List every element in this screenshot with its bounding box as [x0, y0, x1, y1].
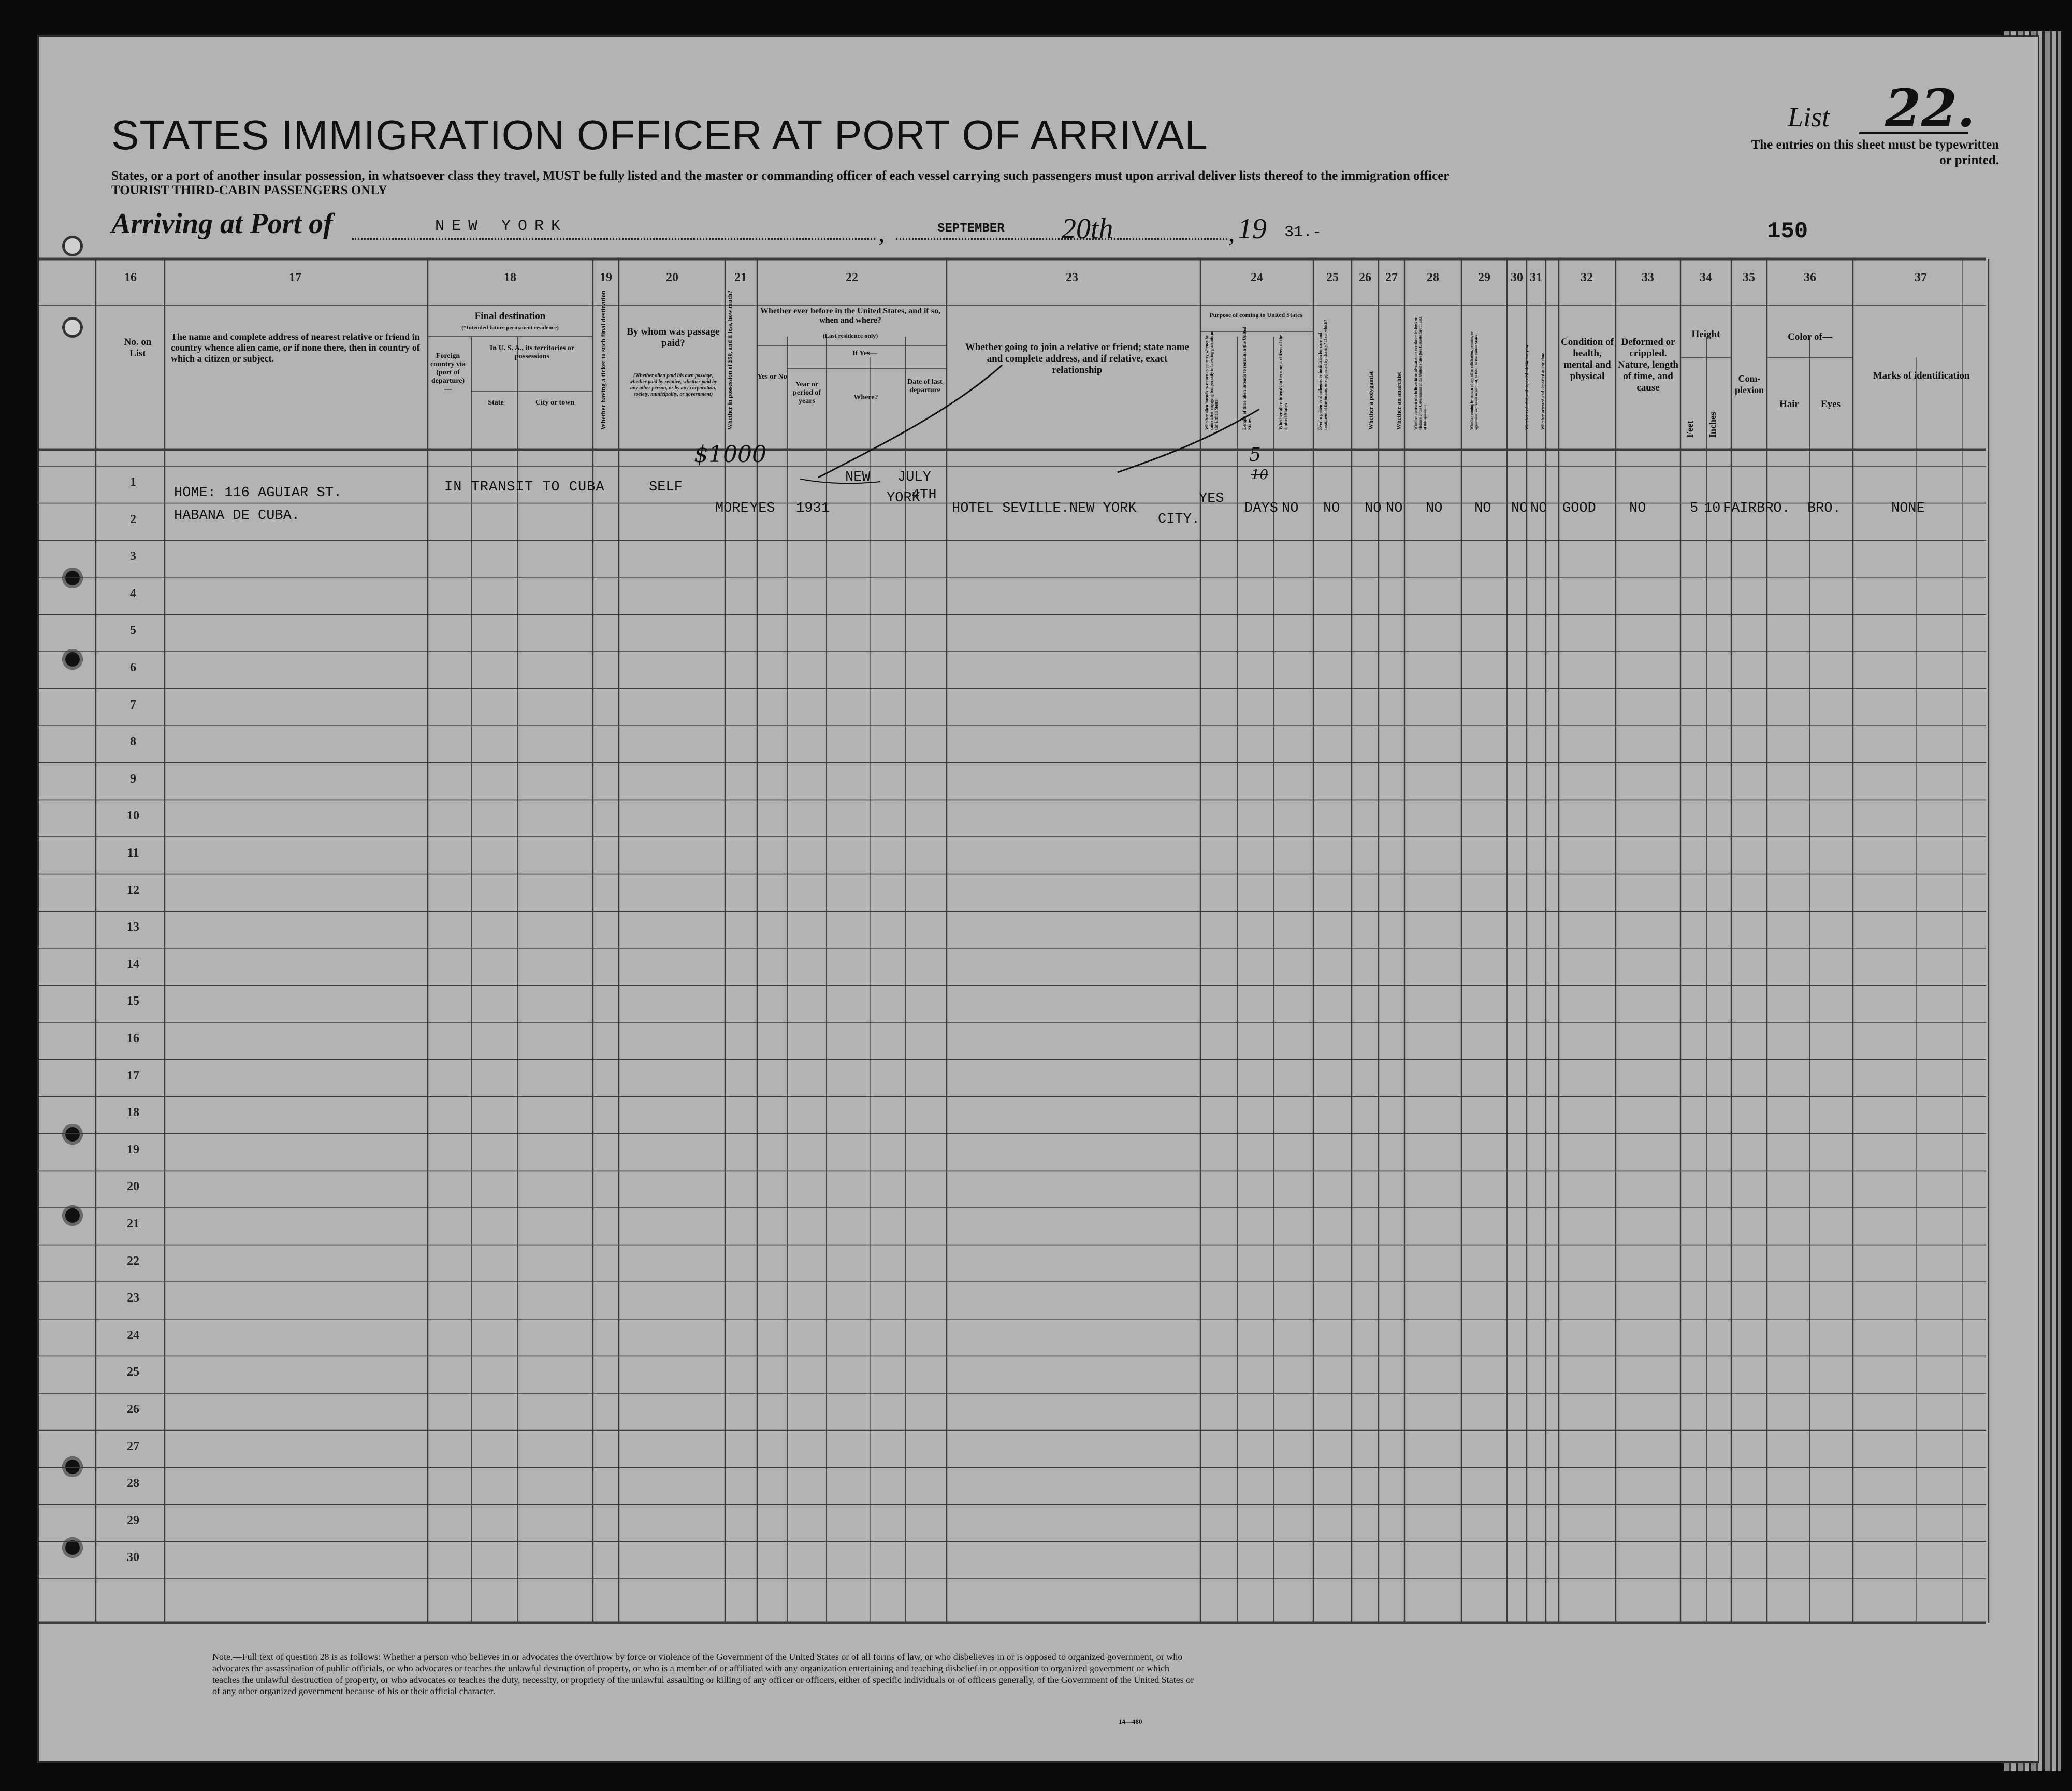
header-foreign-country: Foreign country via (port of departure)—: [430, 352, 466, 393]
header-nearest-relative: The name and complete address of nearest relative or friend in country whence alien came, or if none there, then in country of which a citizen or subject.: [171, 331, 420, 364]
final-destination: IN TRANSIT TO CUBA: [444, 480, 605, 495]
port-value: NEW YORK: [435, 218, 568, 235]
header-overthrow: Whether a person who believes in or advocates the overthrow by force or violence of the Government of the United States (See footnote for full text of this question): [1414, 316, 1427, 430]
overthrow-value: NO: [1426, 501, 1443, 516]
column-number: 30: [1511, 271, 1523, 284]
header-inches: Inches: [1707, 411, 1718, 438]
header-where: Where?: [853, 394, 878, 401]
header-polygamist: Whether a polygamist: [1367, 371, 1374, 430]
header-ticket: Whether having a ticket to such final destination: [599, 290, 607, 430]
column-number: 34: [1700, 271, 1712, 284]
column-number: 27: [1385, 271, 1398, 284]
year-prefix: 19: [1238, 213, 1267, 245]
length-typed: DAYS: [1244, 501, 1278, 516]
column-number: 31: [1530, 271, 1542, 284]
binder-hole: [62, 1456, 83, 1477]
year-value: 1931: [796, 501, 830, 516]
row-number: 17: [127, 1068, 139, 1082]
header-money: Whether in possession of $50, and if less, how much?: [726, 290, 733, 430]
instruction-line: States, or a port of another insular possession, in whatsoever class they travel, MUST be fully listed and the master or commanding officer of each vessel carrying such passengers must upon arrival deliver lists thereof to the immigration officer: [111, 169, 1450, 183]
length-handwritten-struck: 10: [1251, 467, 1269, 483]
row-number: 12: [127, 883, 139, 897]
page-title: STATES IMMIGRATION OFFICER AT PORT OF ARRIVAL: [111, 112, 1208, 158]
header-year-period: Year or period of years: [792, 381, 821, 405]
row-number: 3: [130, 550, 136, 564]
column-number: 16: [124, 271, 137, 284]
citizen-value: NO: [1282, 501, 1299, 516]
date-line-2: 4TH: [911, 487, 937, 503]
row-number: 22: [127, 1254, 139, 1268]
header-purpose-length: Length of time alien intends to remain in the United States: [1242, 326, 1252, 430]
header-excluded: Whether excluded and deported within one year: [1525, 344, 1529, 430]
date-line-1: JULY: [897, 470, 931, 485]
header-purpose: Purpose of coming to United States: [1209, 311, 1302, 319]
offer-value: NO: [1474, 501, 1491, 516]
row-number: 13: [127, 920, 139, 934]
row-number: 28: [127, 1477, 139, 1491]
row-number: 4: [130, 586, 136, 600]
column-number: 21: [734, 271, 747, 284]
header-complexion: Complexion: [1734, 373, 1764, 395]
joining-relative-line-2: CITY.: [1158, 512, 1200, 527]
complexion-value: FAIR: [1723, 501, 1757, 516]
class-line: TOURIST THIRD-CABIN PASSENGERS ONLY: [111, 183, 387, 197]
binder-hole: [62, 236, 83, 256]
header-ever-before: Whether ever before in the United States, and if so, when and where?: [760, 307, 940, 325]
header-eyes: Eyes: [1821, 399, 1841, 410]
binder-hole: [62, 649, 83, 670]
column-number: 25: [1326, 271, 1339, 284]
purpose-return: YES: [1199, 491, 1224, 507]
footnote: Note.—Full text of question 28 is as follows: Whether a person who believes in or advocates the overthrow by force or violence of the Government of the United States or of all forms of law, or who disbelieves in or is opposed to organized government, or who advocates the assassination of public officials, or who advocates or teaches the unlawful destruction of property, or who is a member of or affiliated with any organization entertaining and teaching disbelief in or opposition to organized government or which teaches the unlawful destruction of property, or who advocates or teaches the duty, necessity, or propriety of the unlawful assaulting or killing of any officer or officers, either of specific individuals or of officers generally, of the Government of the United States or of any other organized government because of his or their official character.: [212, 1652, 1194, 1696]
excluded-value: NO: [1511, 501, 1528, 516]
column-number: 17: [289, 271, 301, 284]
column-number: 32: [1581, 271, 1593, 284]
column-number: 18: [504, 271, 516, 284]
row-number: 21: [127, 1217, 139, 1231]
row-number: 27: [127, 1439, 139, 1453]
column-number: 29: [1478, 271, 1490, 284]
address-line-1: HOME: 116 AGUIAR ST.: [174, 485, 342, 501]
header-hair: Hair: [1779, 399, 1799, 410]
manifest-sheet: [37, 35, 2039, 1763]
header-if-yes: If Yes—: [852, 350, 877, 357]
binder-hole: [62, 1537, 83, 1558]
entries-note: The entries on this sheet must be typewritten or printed.: [1751, 138, 1999, 167]
row-number: 10: [127, 809, 139, 823]
row-number: 15: [127, 994, 139, 1008]
column-number: 36: [1804, 271, 1816, 284]
header-arrested: Whether arrested and deported at any time: [1541, 353, 1545, 430]
header-joining-relative: Whether going to join a relative or friend; state name and complete address, and if relative, exact relationship: [965, 342, 1190, 375]
header-feet: Feet: [1685, 421, 1695, 438]
column-number: 33: [1642, 271, 1654, 284]
header-anarchist: Whether an anarchist: [1395, 372, 1402, 430]
height-feet: 5: [1690, 501, 1699, 516]
row-number: 20: [127, 1180, 139, 1194]
binder-hole: [62, 568, 83, 588]
polygamist-value: NO: [1365, 501, 1382, 516]
joining-relative: HOTEL SEVILLE.NEW YORK: [952, 501, 1137, 516]
row-number: 18: [127, 1106, 139, 1120]
row-number: 26: [127, 1403, 139, 1416]
prison-value: NO: [1323, 501, 1340, 516]
column-number: 37: [1915, 271, 1927, 284]
row-number: 14: [127, 957, 139, 971]
money-handwritten: $1000: [694, 441, 766, 468]
column-number: 24: [1251, 271, 1263, 284]
column-number: 20: [666, 271, 678, 284]
column-number: 28: [1427, 271, 1439, 284]
header-final-destination: Final destination: [474, 311, 546, 322]
eyes-value: BRO.: [1807, 501, 1841, 516]
binder-hole: [62, 1205, 83, 1226]
hair-value: BRO.: [1757, 501, 1790, 516]
address-line-2: HABANA DE CUBA.: [174, 508, 300, 524]
year-suffix: 31.-: [1284, 224, 1322, 241]
column-number: 19: [600, 271, 612, 284]
height-inches: 10: [1704, 501, 1721, 516]
header-city: City or town: [535, 399, 575, 407]
header-yes-or-no: Yes or No: [757, 373, 787, 381]
where-line-2: YORK: [887, 490, 920, 506]
deformed-value: NO: [1629, 501, 1646, 516]
header-in-usa: In U. S. A., its territories or possessions: [489, 344, 575, 360]
arriving-label: Arriving at Port of: [111, 208, 333, 240]
header-purpose-return: Whether alien intends to return to country whence he came after engaging temporarily in laboring pursuits in the United States: [1205, 331, 1219, 430]
arrested-value: NO: [1530, 501, 1547, 516]
row-number: 9: [130, 772, 136, 786]
row-number: 11: [127, 846, 139, 860]
month-value: SEPTEMBER: [937, 222, 1005, 236]
marks-value: NONE: [1891, 501, 1925, 516]
column-number: 26: [1359, 271, 1371, 284]
sheet-number: 150: [1767, 219, 1808, 244]
day-value: 20th: [1062, 213, 1113, 245]
row-number: 2: [130, 512, 136, 526]
header-purpose-citizen: Whether alien intends to become a citizen of the United States: [1278, 335, 1288, 430]
comma: ,: [1228, 218, 1235, 247]
row-number: 1: [130, 475, 136, 489]
header-no-on-list: No. on List: [124, 337, 152, 359]
row-number: 19: [127, 1143, 139, 1157]
header-health: Condition of health, mental and physical: [1561, 337, 1614, 382]
header-date-last-departure: Date of last departure: [907, 378, 943, 394]
list-underline: [1859, 132, 1968, 134]
binder-hole: [62, 317, 83, 338]
row-number: 30: [127, 1551, 139, 1565]
column-number: 23: [1066, 271, 1078, 284]
passage-paid-by: SELF: [649, 480, 683, 495]
row-number: 23: [127, 1291, 139, 1305]
header-final-destination-sub: (*Intended future permanent residence): [461, 325, 559, 331]
ever-before-value: YES: [750, 501, 775, 516]
list-number: 22.: [1885, 78, 1975, 139]
where-line-1: NEW: [845, 470, 871, 485]
row-number: 8: [130, 735, 136, 749]
length-handwritten: 5: [1249, 444, 1261, 466]
column-number: 22: [846, 271, 858, 284]
header-height: Height: [1691, 329, 1720, 340]
money-value: MORE: [715, 501, 749, 516]
row-number: 25: [127, 1365, 139, 1379]
row-number: 24: [127, 1328, 139, 1342]
header-prison: Ever in prison or almshouse, or institution for care and treatment of the insane, or supported by charity? If so, which?: [1318, 319, 1328, 430]
form-number: 14—480: [1119, 1717, 1142, 1725]
anarchist-value: NO: [1386, 501, 1403, 516]
row-number: 5: [130, 624, 136, 638]
header-marks: Marks of identification: [1873, 370, 1970, 381]
port-dotline: [352, 238, 875, 240]
header-passage-paid: By whom was passage paid?: [627, 326, 720, 349]
row-number: 16: [127, 1032, 139, 1045]
list-label: List: [1788, 102, 1830, 133]
header-last-residence: (Last residence only): [822, 332, 878, 339]
header-passage-paid-note: (Whether alien paid his own passage, whether paid by relative, whether paid by any other person, or by any corporation, society, municipality, or government): [629, 373, 717, 397]
header-color-of: Color of—: [1788, 331, 1832, 342]
row-number: 7: [130, 698, 136, 712]
comma: ,: [878, 218, 885, 247]
binder-hole: [62, 1124, 83, 1145]
header-offer: Whether coming by reason of any offer, solicitation, promise, or agreement, expressed or implied, to labor in the United States: [1470, 331, 1479, 430]
row-number: 29: [127, 1513, 139, 1527]
health-value: GOOD: [1562, 501, 1596, 516]
column-number: 35: [1743, 271, 1755, 284]
header-state: State: [488, 399, 504, 407]
row-number: 6: [130, 661, 136, 674]
header-deformed: Deformed or crippled. Nature, length of time, and cause: [1618, 337, 1678, 393]
